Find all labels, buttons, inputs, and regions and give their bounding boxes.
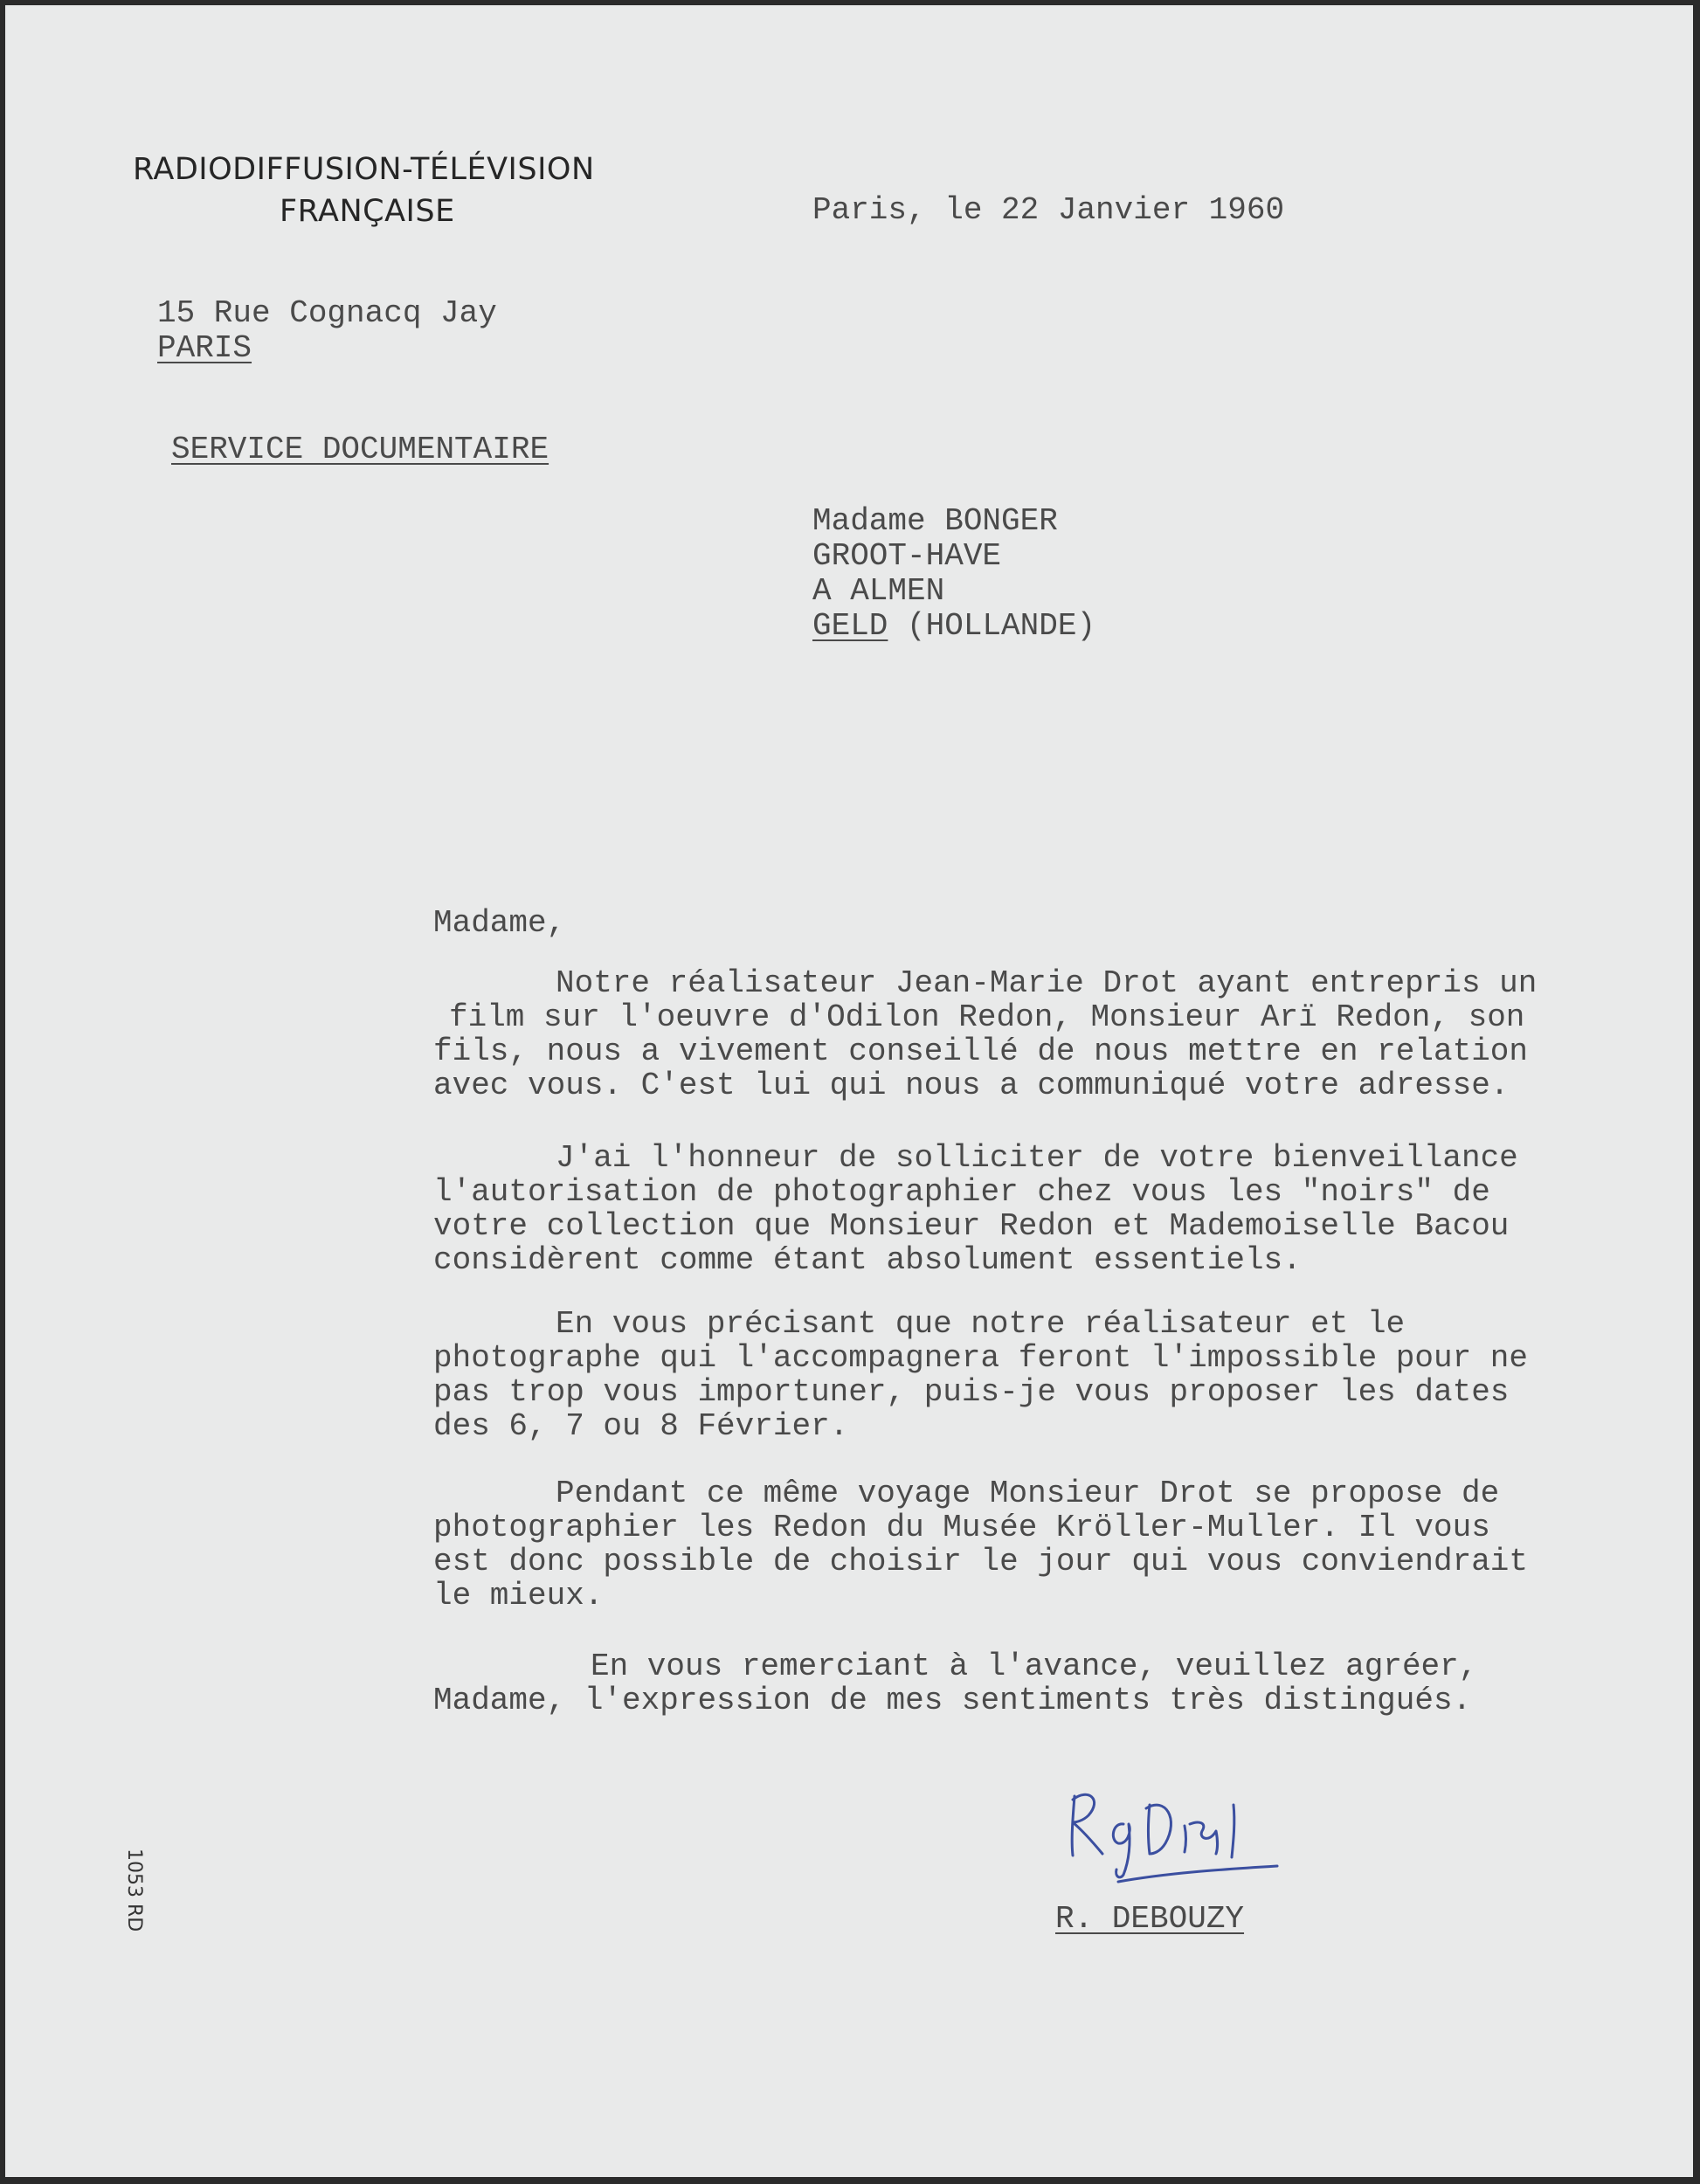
date-line: Paris, le 22 Janvier 1960 [812, 192, 1285, 228]
recipient-region: GELD [812, 608, 888, 644]
paragraph-line: Madame, l'expression de mes sentiments très distingués. [433, 1683, 1472, 1718]
form-code: 1053 RD [123, 1849, 145, 1932]
paragraph-line: Notre réalisateur Jean-Marie Drot ayant entrepris un [556, 965, 1538, 1001]
paragraph-line: J'ai l'honneur de solliciter de votre bienveillance [556, 1140, 1518, 1176]
paragraph-line: des 6, 7 ou 8 Février. [433, 1408, 849, 1444]
paragraph-3 [433, 1307, 1528, 1443]
paragraph-line: En vous remerciant à l'avance, veuillez agréer, [591, 1648, 1478, 1684]
recipient-line3: A ALMEN [812, 573, 945, 609]
recipient-line2: GROOT-HAVE [812, 538, 1002, 574]
recipient-name: Madame BONGER [812, 503, 1058, 539]
paragraph-line: En vous précisant que notre réalisateur et le [556, 1306, 1406, 1342]
paragraph-4 [433, 1476, 1528, 1613]
salutation: Madame, [433, 905, 566, 941]
paragraph-2 [433, 1141, 1518, 1277]
paragraph-line: photographier les Redon du Musée Kröller-Muller. Il vous [433, 1510, 1490, 1545]
recipient-line4 [812, 608, 1095, 644]
paragraph-line: pas trop vous importuner, puis-je vous proposer les dates [433, 1374, 1510, 1410]
paragraph-closing [433, 1649, 1477, 1717]
paragraph-line: avec vous. C'est lui qui nous a communiqué votre adresse. [433, 1068, 1510, 1103]
paragraph-line: Pendant ce même voyage Monsieur Drot se propose de [556, 1476, 1500, 1511]
letter-page [5, 5, 1693, 2177]
paragraph-line: fils, nous a vivement conseillé de nous mettre en relation [433, 1033, 1529, 1069]
paragraph-line: le mieux. [433, 1578, 604, 1614]
paragraph-line: est donc possible de choisir le jour qui vous conviendrait [433, 1544, 1529, 1579]
paragraph-line: votre collection que Monsieur Redon et Mademoiselle Bacou [433, 1208, 1510, 1244]
paragraph-line: considèrent comme étant absolument essentiels. [433, 1242, 1302, 1278]
paragraph-line: l'autorisation de photographier chez vous les "noirs" de [433, 1174, 1490, 1210]
letterhead-org-line1: RADIODIFFUSION-TÉLÉVISION [133, 152, 595, 187]
sender-city: PARIS [157, 330, 252, 366]
paragraph-line: film sur l'oeuvre d'Odilon Redon, Monsieur Arï Redon, son [449, 999, 1525, 1035]
handwritten-signature [1062, 1770, 1324, 1883]
paragraph-1 [433, 966, 1537, 1102]
paragraph-line: photographe qui l'accompagnera feront l'impossible pour ne [433, 1340, 1529, 1376]
letterhead-org-line2: FRANÇAISE [280, 194, 455, 229]
recipient-country: (HOLLANDE) [888, 608, 1096, 644]
signatory-name: R. DEBOUZY [1055, 1901, 1245, 1937]
sender-street: 15 Rue Cognacq Jay [157, 295, 497, 331]
department-title: SERVICE DOCUMENTAIRE [171, 432, 549, 467]
